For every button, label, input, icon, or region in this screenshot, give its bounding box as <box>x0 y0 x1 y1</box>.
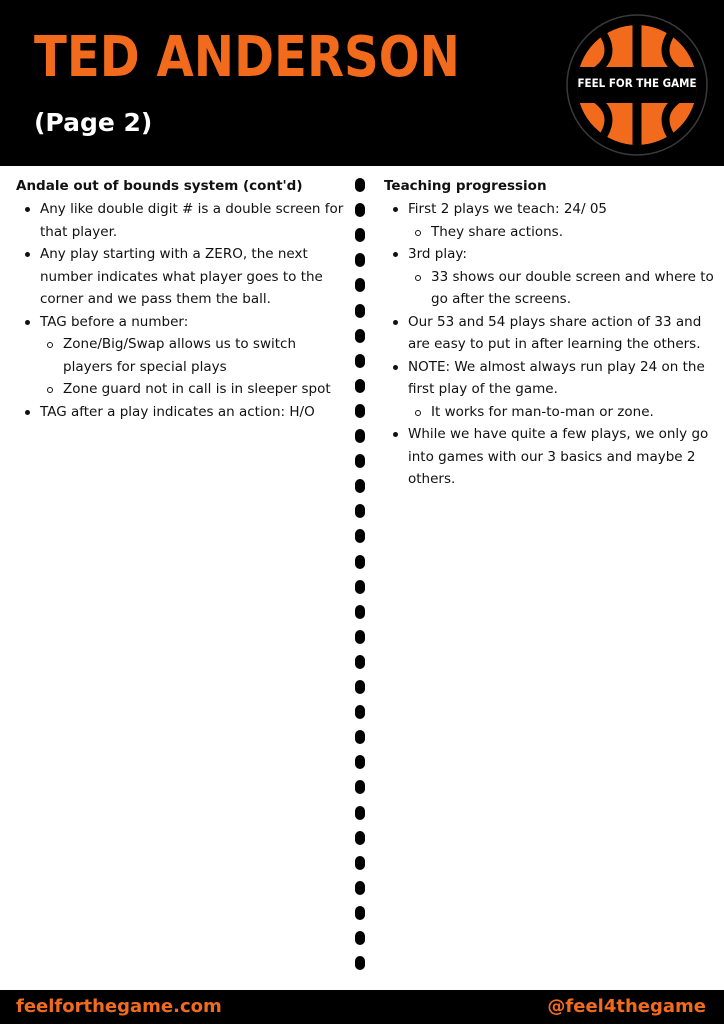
divider-dash <box>355 680 365 694</box>
divider-dash <box>355 906 365 920</box>
divider-dash <box>355 529 365 543</box>
divider-dash <box>355 655 365 669</box>
divider-dash <box>355 203 365 217</box>
list-item: TAG before a number: <box>16 311 346 334</box>
right-bullet-list <box>384 198 714 491</box>
divider-dash <box>355 379 365 393</box>
divider-dash <box>355 429 365 443</box>
divider-dash <box>355 806 365 820</box>
divider-dash <box>355 856 365 870</box>
divider-dash <box>355 605 365 619</box>
divider-dash <box>355 555 365 569</box>
divider-dash <box>355 705 365 719</box>
dashed-divider <box>355 178 365 978</box>
page-title: TED ANDERSON <box>34 25 460 90</box>
divider-dash <box>355 329 365 343</box>
list-item: NOTE: We almost always run play 24 on the first play of the game. <box>384 356 714 401</box>
divider-dash <box>355 479 365 493</box>
left-bullet-list <box>16 198 346 423</box>
basketball-logo <box>566 14 708 156</box>
list-item: While we have quite a few plays, we only go into games with our 3 basics and maybe 2 others. <box>384 423 714 491</box>
social-handle[interactable]: @feel4thegame <box>547 996 706 1017</box>
divider-dash <box>355 504 365 518</box>
sub-list-item: Zone/Big/Swap allows us to switch players for special plays <box>16 333 346 378</box>
list-item: TAG after a play indicates an action: H/O <box>16 401 346 424</box>
left-column <box>16 176 346 423</box>
list-item: Our 53 and 54 plays share action of 33 and are easy to put in after learning the others. <box>384 311 714 356</box>
divider-dash <box>355 228 365 242</box>
divider-dash <box>355 580 365 594</box>
list-item: Any like double digit # is a double screen for that player. <box>16 198 346 243</box>
sub-list-item: Zone guard not in call is in sleeper spot <box>16 378 346 401</box>
divider-dash <box>355 278 365 292</box>
divider-dash <box>355 454 365 468</box>
divider-dash <box>355 956 365 970</box>
divider-dash <box>355 881 365 895</box>
divider-dash <box>355 178 365 192</box>
divider-dash <box>355 755 365 769</box>
divider-dash <box>355 354 365 368</box>
website-link[interactable]: feelforthegame.com <box>16 996 222 1017</box>
right-heading: Teaching progression <box>384 178 547 194</box>
divider-dash <box>355 404 365 418</box>
divider-dash <box>355 253 365 267</box>
list-item: 3rd play: <box>384 243 714 266</box>
header-banner <box>0 0 724 166</box>
sub-list-item: It works for man-to-man or zone. <box>384 401 714 424</box>
divider-dash <box>355 304 365 318</box>
sub-list-item: 33 shows our double screen and where to go after the screens. <box>384 266 714 311</box>
right-column <box>384 176 714 491</box>
divider-dash <box>355 730 365 744</box>
footer-bar <box>0 990 724 1024</box>
divider-dash <box>355 630 365 644</box>
list-item: Any play starting with a ZERO, the next number indicates what player goes to the corner and we pass them the ball. <box>16 243 346 311</box>
divider-dash <box>355 780 365 794</box>
left-heading: Andale out of bounds system (cont'd) <box>16 178 303 194</box>
divider-dash <box>355 831 365 845</box>
sub-list-item: They share actions. <box>384 221 714 244</box>
page-subtitle: (Page 2) <box>34 108 153 137</box>
logo-text: FEEL FOR THE GAME <box>577 76 697 90</box>
list-item: First 2 plays we teach: 24/ 05 <box>384 198 714 221</box>
divider-dash <box>355 931 365 945</box>
